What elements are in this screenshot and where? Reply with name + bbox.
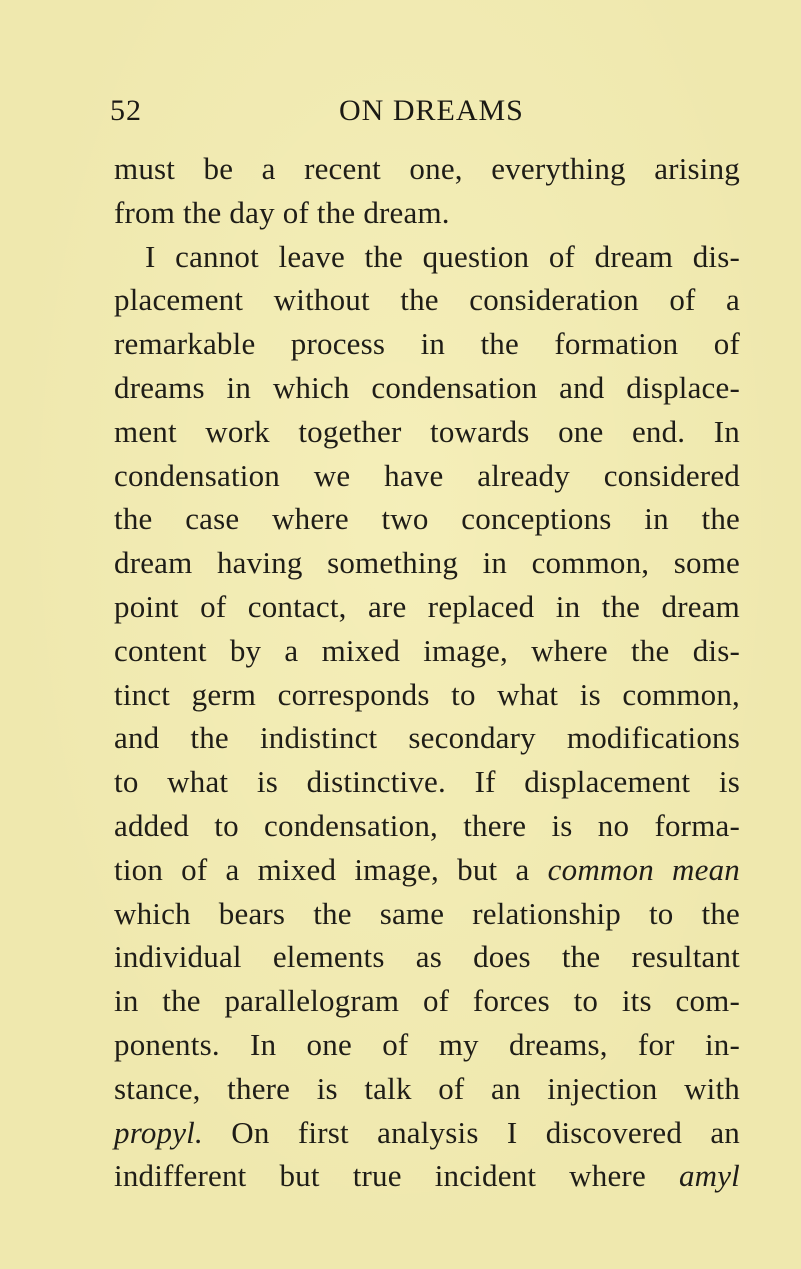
text-run: ment work together towards one end. In — [114, 413, 740, 449]
text-run: in the parallelogram of forces to its com- — [114, 983, 740, 1019]
text-line — [114, 1154, 740, 1198]
text-run: remarkable process in the formation of — [114, 326, 740, 362]
text-line — [114, 1111, 740, 1155]
text-line — [114, 191, 740, 235]
text-run: stance, there is talk of an injection with — [114, 1070, 740, 1106]
text-line — [114, 629, 740, 673]
text-line — [114, 147, 740, 191]
text-line — [114, 541, 740, 585]
text-line — [114, 585, 740, 629]
text-run: dream having something in common, some — [114, 545, 740, 581]
text-run: and the indistinct secondary modifications — [114, 720, 740, 756]
text-run: On first analysis I discovered an — [202, 1114, 740, 1150]
italic-text-run: propyl. — [114, 1114, 203, 1150]
text-run: tinct germ corresponds to what is common, — [114, 676, 740, 712]
text-run: placement without the consideration of a — [114, 282, 740, 318]
text-run: individual elements as does the resultant — [114, 939, 740, 975]
text-line — [114, 892, 740, 936]
text-run: I cannot leave the question of dream dis- — [145, 238, 740, 274]
italic-text-run: common mean — [547, 851, 740, 887]
italic-text-run: amyl — [678, 1158, 740, 1194]
text-line — [114, 1023, 740, 1067]
text-line — [114, 278, 740, 322]
text-run: condensation we have already considered — [114, 457, 740, 493]
text-line — [114, 497, 740, 541]
text-run: the case where two conceptions in the — [114, 501, 740, 537]
text-line — [114, 979, 740, 1023]
text-line — [114, 848, 740, 892]
text-line — [114, 673, 740, 717]
running-title: ON DREAMS — [339, 94, 524, 127]
text-run: which bears the same relationship to the — [114, 895, 740, 931]
text-run: ponents. In one of my dreams, for in- — [114, 1026, 740, 1062]
text-run: from the day of the dream. — [114, 194, 450, 230]
text-line — [114, 760, 740, 804]
text-run: indifferent but true incident where — [114, 1158, 679, 1194]
text-line — [114, 935, 740, 979]
text-line — [114, 454, 740, 498]
text-line — [114, 410, 740, 454]
text-run: dreams in which condensation and displace- — [114, 369, 740, 405]
running-head — [0, 94, 801, 134]
text-run: content by a mixed image, where the dis- — [114, 632, 740, 668]
text-line — [114, 235, 740, 279]
text-line — [114, 804, 740, 848]
page-number: 52 — [110, 94, 142, 127]
text-run: must be a recent one, everything arising — [114, 151, 740, 186]
body-text — [114, 147, 740, 1198]
text-run: point of contact, are replaced in the dream — [114, 588, 740, 624]
text-run: to what is distinctive. If displacement is — [114, 764, 740, 800]
text-run: added to condensation, there is no forma- — [114, 807, 740, 843]
text-line — [114, 1067, 740, 1111]
text-run: tion of a mixed image, but a — [114, 851, 548, 887]
text-line — [114, 716, 740, 760]
text-line — [114, 366, 740, 410]
text-line — [114, 322, 740, 366]
